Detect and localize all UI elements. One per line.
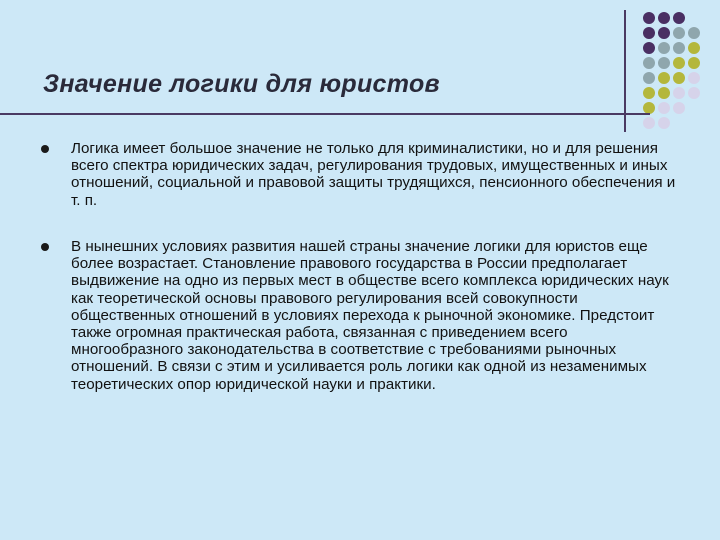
decor-dot bbox=[643, 27, 655, 39]
decor-dot bbox=[643, 72, 655, 84]
decor-dot bbox=[658, 72, 670, 84]
decor-dot bbox=[643, 117, 655, 129]
decor-dot bbox=[658, 87, 670, 99]
decor-dot bbox=[688, 57, 700, 69]
decor-dot bbox=[688, 72, 700, 84]
decor-dot bbox=[673, 57, 685, 69]
decor-dot bbox=[673, 72, 685, 84]
decor-dot bbox=[643, 87, 655, 99]
decor-dot bbox=[673, 102, 685, 114]
decor-dot bbox=[673, 27, 685, 39]
decor-dot bbox=[658, 57, 670, 69]
slide-title: Значение логики для юристов bbox=[43, 70, 440, 98]
bullet-icon bbox=[41, 243, 49, 251]
bullet-text: Логика имеет большое значение не только для криминалистики, но и для решения всего спектра юридических задач, регулирования трудовых, имущественных и иных отношений, социальной и правовой защиты трудящихся, пенсионного обеспечения и т. п. bbox=[71, 140, 676, 209]
decor-dot bbox=[643, 57, 655, 69]
decor-dot bbox=[658, 117, 670, 129]
decor-dot bbox=[673, 87, 685, 99]
bullet-icon bbox=[41, 145, 49, 153]
title-underline bbox=[0, 113, 650, 115]
decor-dot bbox=[673, 42, 685, 54]
decor-dot bbox=[658, 42, 670, 54]
bullet-text: В нынешних условиях развития нашей страны значение логики для юристов еще более возрастает. Становление правового государства в России предполагает выдвижение на одно из первых мест в обществе всего комплекса юридических наук как теоретической основы правового регулирования всей совокупности общественных отношений в условиях перехода к рыночной экономике. Предстоит также огромная практическая работа, связанная с приведением всего многообразного законодательства в соответствие с требованиями рыночных отношений. В связи с этим и усиливается роль логики как одной из незаменимых теоретических опор юридической науки и практики. bbox=[71, 238, 669, 393]
decor-dot bbox=[643, 12, 655, 24]
decor-dot bbox=[688, 27, 700, 39]
decor-dot bbox=[643, 42, 655, 54]
decor-dot bbox=[658, 102, 670, 114]
decor-dot bbox=[658, 12, 670, 24]
decor-dot bbox=[688, 42, 700, 54]
decor-dot bbox=[688, 87, 700, 99]
decor-dot bbox=[673, 12, 685, 24]
decor-dot bbox=[658, 27, 670, 39]
